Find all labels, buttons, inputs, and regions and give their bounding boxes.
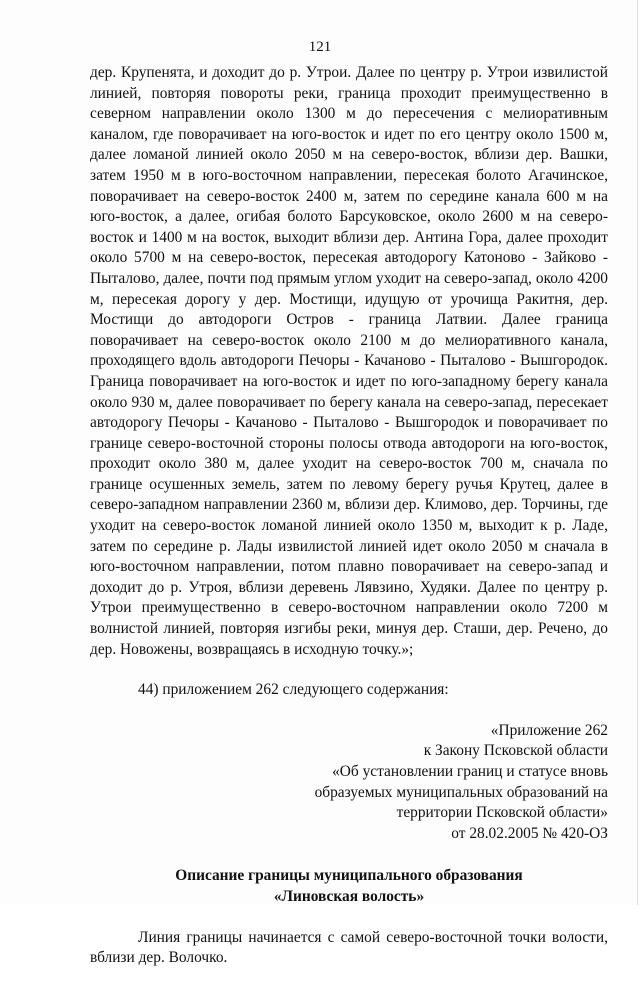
appendix-line: «Приложение 262 xyxy=(490,721,608,739)
appendix-line: «Об установлении границ и статусе вновь xyxy=(332,763,608,780)
item-paragraph: 44) приложением 262 следующего содержания: xyxy=(138,681,449,699)
heading-line: Описание границы муниципального образования xyxy=(175,867,523,885)
scan-edge-divider xyxy=(637,0,638,905)
intro-paragraph: Линия границы начинается с самой северо-восточной точки волости, вблизи дер. Волочко. xyxy=(90,928,608,967)
appendix-line: к Закону Псковской области xyxy=(423,742,608,760)
document-content xyxy=(90,63,608,984)
section-heading xyxy=(90,866,608,907)
appendix-line: от 28.02.2005 № 420-ОЗ xyxy=(451,824,608,842)
appendix-line: образуемых муниципальных образований на xyxy=(314,783,608,801)
appendix-header xyxy=(90,721,608,845)
heading-line: «Линовская волость» xyxy=(273,887,425,905)
body-paragraph: дер. Крупенята, и доходит до р. Утрои. Далее по центру р. Утрои извилистой линией, повторяя повороты реки, граница проходит преимущественно в северном направлении около 1300 м до пересечения с мелиоративным каналом, где поворачивает на юго-восток и идет по его центру около 1500 м, далее ломаной линией около 2050 м на северо-восток, вблизи дер. Вашки, затем 1950 м в юго-восточном направлении, пересекая болото Агачинское, поворачивает на северо-восток 2400 м, затем по середине канала 600 м на юго-восток, а далее, огибая болото Барсуковское, около 2600 м на северо-восток и 1400 м на восток, выходит вблизи дер. Антина Гора, далее проходит около 5700 м на северо-восток, пересекая автодорогу Катоново - Зайково - Пыталово, далее, почти под прямым углом уходит на северо-запад, около 4200 м, пересекая дорогу у дер. Мостищи, идущую от урочища Ракитня, дер. Мостищи до автодороги Остров - граница Латвии. Далее граница поворачивает на северо-восток около 2100 м до мелиоративного канала, проходящего вдоль автодороги Печоры - Качаново - Пыталово - Вышгородок. Граница поворачивает на юго-восток и идет по юго-западному берегу канала около 930 м, далее поворачивает по берегу канала на северо-запад, пересекает автодорогу Печоры - Качаново - Пыталово - Вышгородок и поворачивает по границе северо-восточной стороны полосы отвода автодороги на юго-восток, проходит около 380 м, далее уходит на северо-восток 700 м, сначала по границе осушенных земель, затем по левому берегу ручья Крутец, далее в северо-западном направлении 2360 м, вблизи дер. Климово, дер. Торчины, где уходит на северо-восток ломаной линией около 1350 м, выходит к р. Ладе, затем по середине р. Лады извилистой линией идет около 2050 м сначала в юго-восточном направлении, потом плавно поворачивает на северо-запад и доходит до р. Утроя, вблизи деревень Лявзино, Худяки. Далее по центру р. Утрои преимущественно в северо-восточном направлении около 7200 м волнистой линией, повторяя изгибы реки, минуя дер. Сташи, дер. Речено, до дер. Новожены, возвращаясь в исходную точку.»; xyxy=(90,64,608,658)
appendix-line: территории Псковской области» xyxy=(396,804,608,822)
page-number: 121 xyxy=(308,39,332,55)
